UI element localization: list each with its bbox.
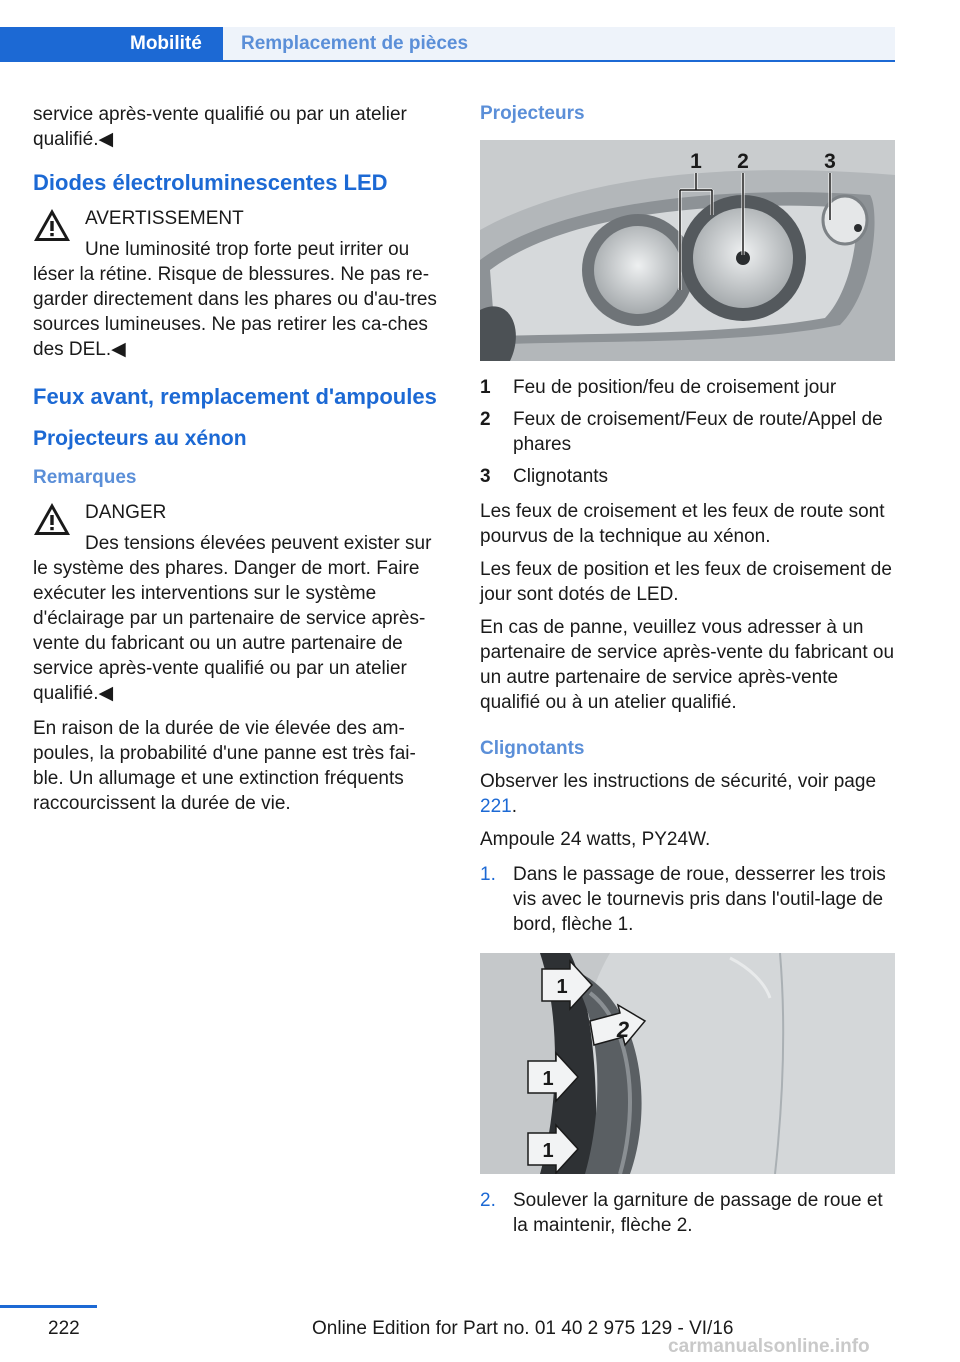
safety-end: .	[511, 796, 517, 817]
safety-text: Observer les instructions de sécurité, voir page	[480, 771, 877, 792]
legend-number: 2	[480, 409, 491, 430]
legend-number: 3	[480, 466, 491, 487]
step-item	[480, 1188, 895, 1238]
section-label: Mobilité	[130, 33, 202, 54]
danger-text-first-line: Des tensions élevées peuvent exister sur	[85, 533, 432, 554]
header-rule	[0, 60, 895, 62]
led-paragraph: Les feux de position et les feux de croisement de jour sont dotés de LED.	[480, 559, 892, 605]
legend-text: Clignotants	[513, 466, 609, 487]
legend-text: Feu de position/feu de croisement jour	[513, 377, 837, 398]
left-column	[33, 102, 445, 816]
legend-item	[480, 375, 895, 400]
intro-paragraph: service après-vente qualifié ou par un atelier qualifié.◀	[33, 104, 407, 150]
footer-rule	[0, 1305, 97, 1308]
page-title: Remplacement de pièces	[241, 33, 469, 54]
step-list	[480, 862, 895, 937]
danger-text: le système des phares. Danger de mort. Faire exécuter les interventions sur le système d'éclairage par un partenaire de service après-vente du fabricant ou un autre partenaire de service après-vente qualifié ou par un atelier qualifié.◀	[33, 558, 426, 704]
step-list-continued	[480, 1188, 895, 1238]
warning-triangle-icon	[33, 208, 71, 242]
safety-paragraph	[480, 769, 895, 819]
page-header	[0, 0, 960, 62]
warning-text-first-line: Une luminosité trop forte peut irriter ou	[85, 239, 410, 260]
danger-triangle-icon	[33, 502, 71, 536]
legend-item	[480, 407, 895, 457]
xenon-paragraph: Les feux de croisement et les feux de route sont pourvus de la technique au xénon.	[480, 501, 885, 547]
legend-number: 1	[480, 377, 491, 398]
page-number: 222	[48, 1318, 80, 1339]
step-text: Dans le passage de roue, desserrer les trois vis avec le tournevis pris dans l'outil‐lage de bord, flèche 1.	[513, 864, 886, 935]
danger-title: DANGER	[85, 502, 167, 523]
step-text: Soulever la garniture de passage de roue et la maintenir, flèche 2.	[513, 1190, 883, 1236]
figure1-label-3: 3	[824, 150, 836, 173]
figure2-label-arrow-2: 2	[616, 1017, 630, 1042]
legend-text: Feux de croisement/Feux de route/Appel de phares	[513, 409, 883, 455]
breakdown-paragraph: En cas de panne, veuillez vous adresser à un partenaire de service après-vente du fabricant ou un autre partenaire de service après-vente qualifié ou à un atelier qualifié.	[480, 617, 895, 713]
headlight-figure	[480, 140, 895, 361]
figure-legend	[480, 375, 895, 489]
wheel-arch-figure	[480, 953, 895, 1174]
page-reference-link[interactable]: 221	[480, 796, 512, 817]
figure2-label-arrow-1-bottom: 1	[542, 1140, 554, 1162]
figure2-label-arrow-1-middle: 1	[542, 1068, 554, 1090]
xenon-heading: Projecteurs au xénon	[33, 427, 247, 450]
warning-text: léser la rétine. Risque de blessures. Ne pas re‐garder directement dans les phares ou d'au‐tres sources lumineuses. Ne pas retirer les ca‐ches des DEL.◀	[33, 264, 437, 360]
led-heading: Diodes électroluminescentes LED	[33, 170, 388, 195]
bulb-paragraph: Ampoule 24 watts, PY24W.	[480, 829, 711, 850]
front-lights-heading: Feux avant, remplacement d'ampoules	[33, 384, 437, 409]
remarks-heading: Remarques	[33, 467, 137, 488]
watermark: carmanualsonline.info	[668, 1336, 870, 1357]
figure2-label-arrow-1-top: 1	[556, 976, 568, 998]
legend-item	[480, 464, 895, 489]
figure1-label-2: 2	[737, 150, 749, 173]
right-column	[480, 102, 895, 1238]
danger-block	[33, 500, 445, 706]
wheel-arch-illustration	[480, 953, 895, 1174]
edition-note: Online Edition for Part no. 01 40 2 975 129 - VI/16	[312, 1318, 734, 1339]
warning-block	[33, 206, 445, 362]
headlight-illustration	[480, 140, 895, 361]
projectors-heading: Projecteurs	[480, 103, 585, 124]
step-number: 1.	[480, 864, 496, 885]
blinkers-heading: Clignotants	[480, 738, 585, 759]
warning-title: AVERTISSEMENT	[85, 208, 244, 229]
step-number: 2.	[480, 1190, 496, 1211]
figure1-label-1: 1	[690, 150, 702, 173]
step-item	[480, 862, 895, 937]
lifetime-paragraph: En raison de la durée de vie élevée des am‐poules, la probabilité d'une panne est très fai‐ble. Un allumage et une extinction fréquents raccourcissent la durée de vie.	[33, 718, 416, 814]
